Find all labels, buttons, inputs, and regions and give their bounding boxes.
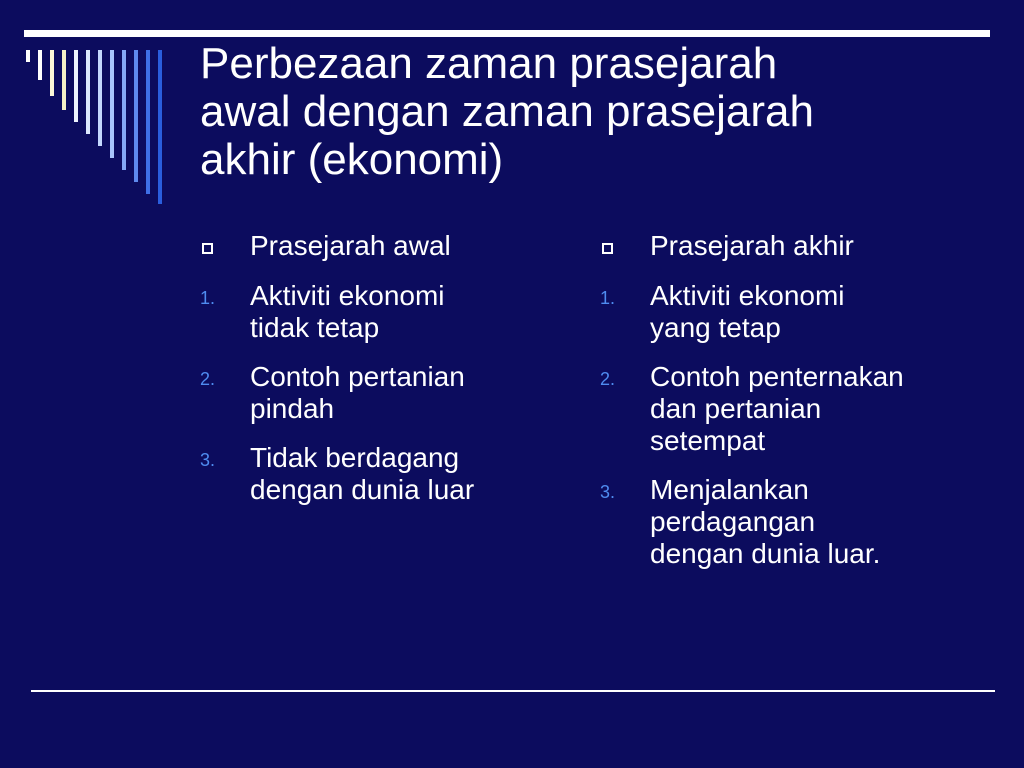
item-line: Aktiviti ekonomi <box>650 280 845 311</box>
item-text <box>250 361 560 425</box>
right-column <box>600 230 1000 587</box>
top-rule <box>24 30 990 37</box>
item-line: Menjalankan <box>650 474 809 505</box>
bottom-rule <box>31 690 995 692</box>
stripe-11 <box>146 50 150 194</box>
item-line: Contoh pertanian <box>250 361 465 392</box>
item-line: dengan dunia luar. <box>650 538 881 569</box>
list-item <box>600 361 1000 457</box>
item-number: 1. <box>600 288 616 308</box>
title-line: akhir (ekonomi) <box>200 135 504 184</box>
item-number: 2. <box>600 369 616 389</box>
square-bullet-icon <box>202 243 213 254</box>
left-heading <box>200 230 560 262</box>
list-item <box>600 280 1000 344</box>
item-line: dan pertanian <box>650 393 822 424</box>
list-item <box>600 474 1000 570</box>
item-text <box>250 280 560 344</box>
title-line: Perbezaan zaman prasejarah <box>200 39 778 88</box>
list-item <box>200 442 560 506</box>
stripe-7 <box>98 50 102 146</box>
item-line: perdagangan <box>650 506 816 537</box>
item-number: 3. <box>200 450 216 470</box>
right-heading <box>600 230 1000 262</box>
stripe-2 <box>38 50 42 80</box>
stripe-3 <box>50 50 54 96</box>
item-line: Aktiviti ekonomi <box>250 280 445 311</box>
item-line: yang tetap <box>650 312 781 343</box>
item-line: setempat <box>650 425 766 456</box>
list-item <box>200 361 560 425</box>
list-item <box>200 280 560 344</box>
item-text <box>650 474 1000 570</box>
item-number: 2. <box>200 369 216 389</box>
stripe-6 <box>86 50 90 134</box>
item-line: tidak tetap <box>250 312 380 343</box>
slide-title <box>200 40 980 184</box>
left-column <box>200 230 560 523</box>
left-heading-label: Prasejarah awal <box>250 230 451 261</box>
stripe-1 <box>26 50 30 62</box>
item-line: Contoh penternakan <box>650 361 904 392</box>
stripe-9 <box>122 50 126 170</box>
stripe-4 <box>62 50 66 110</box>
stripe-5 <box>74 50 78 122</box>
item-line: Tidak berdagang <box>250 442 460 473</box>
item-number: 3. <box>600 482 616 502</box>
item-line: pindah <box>250 393 335 424</box>
item-text <box>650 280 1000 344</box>
stripe-10 <box>134 50 138 182</box>
right-heading-label: Prasejarah akhir <box>650 230 854 261</box>
title-line: awal dengan zaman prasejarah <box>200 87 814 136</box>
item-line: dengan dunia luar <box>250 474 475 505</box>
stripe-12 <box>158 50 162 204</box>
item-number: 1. <box>200 288 216 308</box>
item-text <box>650 361 1000 457</box>
item-text <box>250 442 560 506</box>
square-bullet-icon <box>602 243 613 254</box>
stripe-8 <box>110 50 114 158</box>
